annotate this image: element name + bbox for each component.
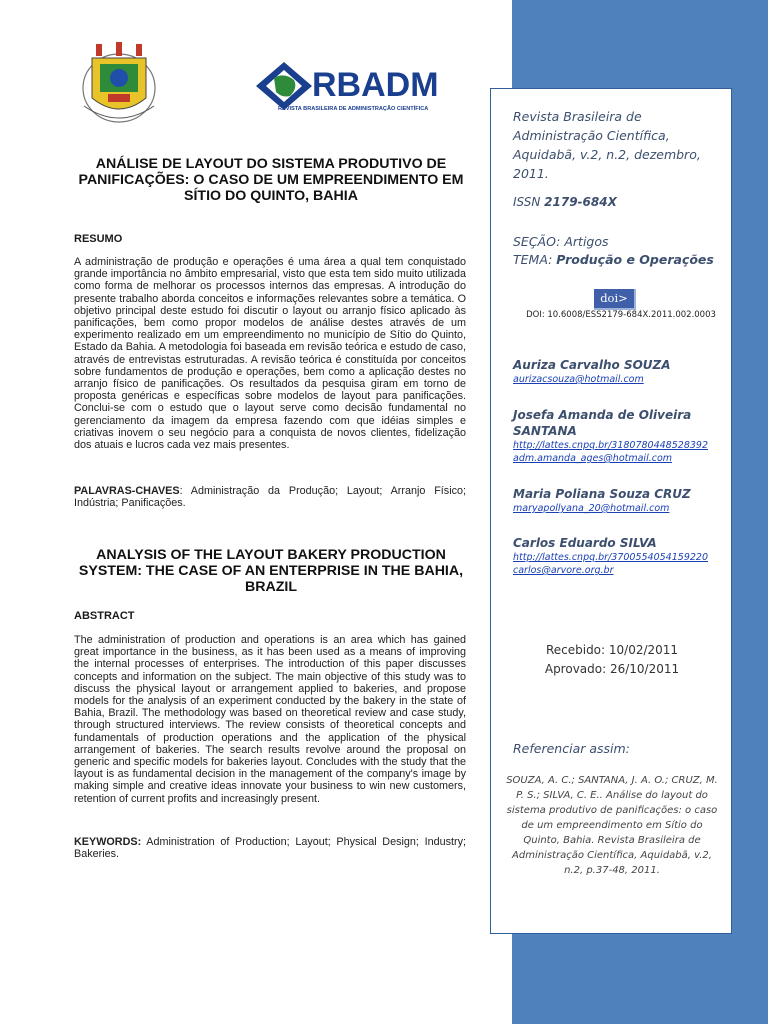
author-block-1 (513, 357, 727, 386)
issn (513, 195, 727, 209)
reference-text: SOUZA, A. C.; SANTANA, J. A. O.; CRUZ, M. P. S.; SILVA, C. E.. Análise do layout do sistema produtivo de panificações: o caso de um empreendimento em Sítio do Quinto, Bahia. Revista Brasileira de Administração Científica, Aquidabã, v.2, n.2, p.37-48, 2011. (506, 775, 718, 876)
reference-heading: Referenciar assim: (513, 741, 630, 756)
rbadm-logo-text: RBADM (312, 66, 439, 104)
author-lattes-link[interactable]: http://lattes.cnpq.br/3180780448528392 (513, 440, 708, 451)
secao-label: SEÇÃO: Artigos (513, 234, 609, 249)
abstract-text: The administration of production and operations is an area which has gained great importance in the business, as it has been used as a means of improving the internal processes of enterprises. The introduction of this paper discusses concepts and information on the subject. The main objective of this study was to discuss the physical layout or arrangement applied to bakeries, and propose models for the analysis of an experiment conducted by the bakery in the state of Bahia, Brazil. The methodology was based on theoretical review and case study, through structured interviews. The review consists of theoretical concepts and fundamentals of production operations and the application of the physical arrangement of bakeries. The search results revolve around the proposal on generic and specific models for bakeries layout. Concludes with the study that the layout is as fundamental decision in the management of the company's image by making simple and creative ideas innovate your business to win new customers, retention of current profits and increasingly present. (74, 634, 466, 805)
section-info (513, 233, 727, 269)
author-name: Carlos Eduardo SILVA (513, 536, 657, 550)
issn-value: 2179-684X (544, 195, 617, 209)
rbadm-logo-subtitle: REVISTA BRASILEIRA DE ADMINISTRAÇÃO CIENTÍFICA (278, 106, 429, 112)
author-block-2 (513, 407, 727, 465)
tema-value: Produção e Operações (556, 252, 714, 267)
title-english: ANALYSIS OF THE LAYOUT BAKERY PRODUCTION SYSTEM: THE CASE OF AN ENTERPRISE IN THE BAHIA, BRAZIL (78, 547, 464, 595)
abstract-heading: ABSTRACT (74, 610, 135, 622)
issn-label: ISSN (513, 195, 545, 209)
title-portuguese: ANÁLISE DE LAYOUT DO SISTEMA PRODUTIVO DE PANIFICAÇÕES: O CASO DE UM EMPREENDIMENTO EM SÍTIO DO QUINTO, BAHIA (78, 156, 464, 204)
keywords (74, 836, 466, 860)
author-lattes-link[interactable]: http://lattes.cnpq.br/3700554054159220 (513, 552, 708, 563)
author-name: Maria Poliana Souza CRUZ (513, 487, 691, 501)
author-email-link[interactable]: carlos@arvore.org.br (513, 565, 614, 576)
keywords-label: KEYWORDS: (74, 836, 142, 848)
article-info-box (490, 88, 732, 934)
palavras-chaves-label: PALAVRAS-CHAVES (74, 485, 180, 497)
keywords-text: Administration of Production; Layout; Physical Design; Industry; Bakeries. (74, 836, 466, 861)
author-email-link[interactable]: aurizacsouza@hotmail.com (513, 374, 644, 385)
rbadm-logo (254, 58, 458, 118)
doi-button[interactable]: doi> (594, 289, 636, 310)
palavras-chaves-text: : Administração da Produção; Layout; Arranjo Físico; Indústria; Panificações. (74, 485, 466, 510)
university-coat-of-arms-logo (78, 40, 160, 126)
palavras-chaves (74, 485, 466, 509)
received-date: Recebido: 10/02/2011 (545, 643, 679, 657)
author-email-link[interactable]: maryapollyana_20@hotmail.com (513, 503, 670, 514)
author-name: Auriza Carvalho SOUZA (513, 358, 671, 372)
approved-date: Aprovado: 26/10/2011 (544, 662, 680, 676)
author-email-link[interactable]: adm.amanda_ages@hotmail.com (513, 453, 673, 464)
author-block-4 (513, 535, 727, 577)
author-name: Josefa Amanda de Oliveira SANTANA (513, 408, 692, 438)
tema-label: TEMA: (513, 252, 557, 267)
doi-text: DOI: 10.6008/ESS2179-684X.2011.002.0003 (526, 310, 716, 320)
journal-citation: Revista Brasileira de Administração Científica, Aquidabã, v.2, n.2, dezembro, 2011. (513, 109, 701, 181)
resumo-heading: RESUMO (74, 233, 123, 245)
resumo-text: A administração de produção e operações é uma área a qual tem conquistado grande importância no âmbito empresarial, visto que esta tem sido muito utilizada como forma de melhorar os processos internos das empresas. A introdução do presente trabalho aborda conceitos e informações relevantes sobre a temática. O objetivo principal deste estudo foi discutir o layout ou arranjo físico aplicado às panificações, bem como propor modelos de análise destes através de um experimento realizado em um empreendimento no município de Sítio do Quinto, Estado da Bahia. A metodologia foi baseada em revisão teórica e estudo de caso, através de entrevistas estruturadas. A revisão teórica é constituída por conceitos sobre fundamentos de produção e operações, bem como a aplicação destes no arranjo físico de panificações. Os resultados da pesquisa giram em torno de proposta genéricas e específicas sobre modelos de layout para panificações. Conclui-se com o estudo que o layout serve como decisão fundamental no gerenciamento da imagem da empresa fazendo com que idéias simples e criativas inovem o seu negócio para a conquista de novos clientes, fidelização dos atuais e lucros cada vez mais presentes. (74, 256, 466, 452)
author-block-3 (513, 486, 727, 515)
